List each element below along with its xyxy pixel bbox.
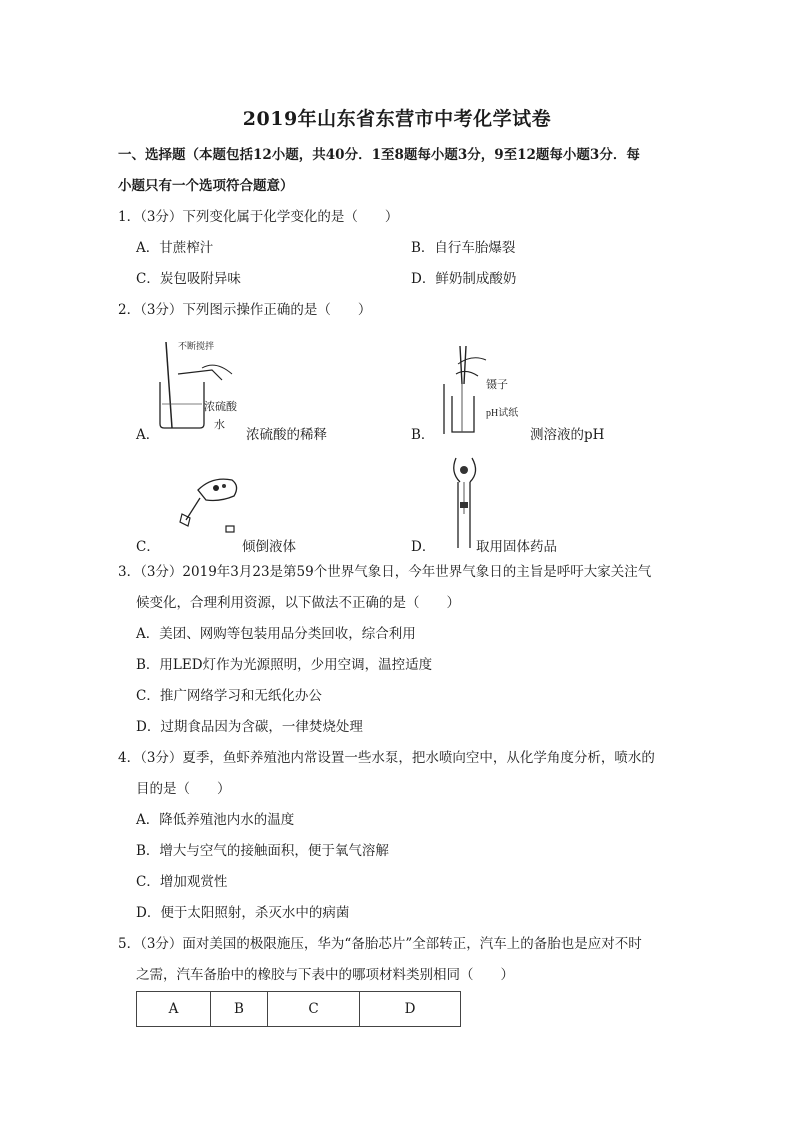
q1-option-b: B．自行车胎爆裂 (411, 240, 516, 256)
q4-stem-line1: 4．（3分）夏季，鱼虾养殖池内常设置一些水泵，把水喷向空中，从化学角度分析，喷水的 (118, 750, 655, 766)
q4-option-d: D．便于太阳照射，杀灭水中的病菌 (136, 905, 350, 921)
q1-option-d: D．鲜奶制成酸奶 (411, 271, 517, 287)
q4-option-a: A．降低养殖池内水的温度 (136, 812, 295, 828)
water-label: 水 (214, 419, 225, 431)
q4-option-b: B．增大与空气的接触面积，便于氧气溶解 (136, 843, 389, 859)
ph-paper-label: pH试纸 (486, 408, 519, 419)
q3-option-b: B．用LED灯作为光源照明，少用空调，温控适度 (136, 657, 433, 673)
q3-stem-line1: 3．（3分）2019年3月23是第59个世界气象日，今年世界气象日的主旨是呼吁大家关注气 (118, 564, 652, 580)
q3-stem-line2: 候变化，合理利用资源，以下做法不正确的是（ ） (136, 595, 460, 611)
page-title: 2019年山东省东营市中考化学试卷 (242, 108, 552, 130)
q2-option-c-letter: C． (136, 539, 160, 555)
section-heading-line2: 小题只有一个选项符合题意） (118, 178, 294, 194)
dilution-figure (152, 334, 252, 434)
table-cell-b: B (211, 992, 268, 1027)
q2-option-d-letter: D． (411, 539, 436, 555)
q2-option-a-letter: A． (136, 427, 160, 443)
q2-option-d-text: 取用固体药品 (476, 539, 557, 555)
q4-stem-line2: 目的是（ ） (136, 781, 231, 797)
table-cell-d: D (360, 992, 461, 1027)
q1-option-a: A．甘蔗榨汁 (136, 240, 214, 256)
q5-stem-line2: 之需，汽车备胎中的橡胶与下表中的哪项材料类别相同（ ） (136, 967, 514, 983)
q2-option-c-text: 倾倒液体 (242, 539, 296, 555)
table-cell-a: A (137, 992, 211, 1027)
q3-option-c: C．推广网络学习和无纸化办公 (136, 688, 322, 704)
table-row (137, 992, 461, 1027)
q5-stem-line1: 5．（3分）面对美国的极限施压，华为“备胎芯片”全部转正，汽车上的备胎也是应对不时 (118, 936, 642, 952)
ph-test-figure (432, 344, 532, 436)
q2-option-b-text: 测溶液的pH (530, 427, 605, 443)
acid-label: 浓硫酸 (204, 401, 237, 413)
q5-options-table (136, 991, 461, 1027)
pour-liquid-figure (172, 470, 252, 536)
q2-option-a-text: 浓硫酸的稀释 (246, 427, 327, 443)
table-cell-c: C (268, 992, 360, 1027)
stir-label: 不断搅拌 (178, 341, 215, 351)
q2-stem: 2．（3分）下列图示操作正确的是（ ） (118, 302, 372, 318)
q4-option-c: C．增加观赏性 (136, 874, 228, 890)
q3-option-d: D．过期食品因为含碳，一律焚烧处理 (136, 719, 363, 735)
q2-option-b-letter: B． (411, 427, 435, 443)
q3-option-a: A．美团、网购等包装用品分类回收，综合利用 (136, 626, 416, 642)
tweezers-label: 镊子 (486, 379, 508, 391)
q1-option-c: C．炭包吸附异味 (136, 271, 241, 287)
q1-stem: 1．（3分）下列变化属于化学变化的是（ ） (118, 209, 399, 225)
section-heading-line1: 一、选择题（本题包括12小题，共40分．1至8题每小题3分，9至12题每小题3分．每 (118, 147, 640, 163)
